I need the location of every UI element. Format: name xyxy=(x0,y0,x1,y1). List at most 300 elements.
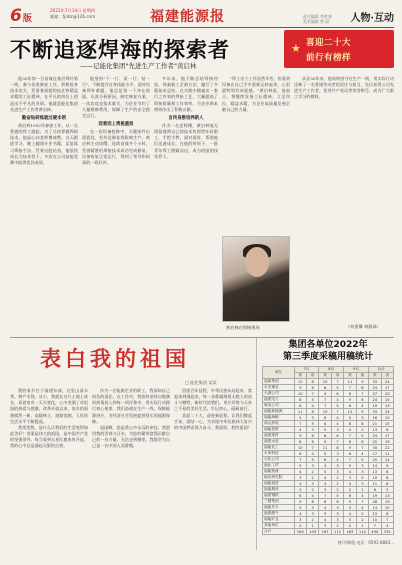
count-cell: 5 xyxy=(331,385,343,391)
count-cell: 13 xyxy=(369,511,381,517)
count-cell: 3 xyxy=(319,487,331,493)
count-cell: 4 xyxy=(381,523,393,529)
count-cell: 3 xyxy=(306,427,318,433)
count-cell: 2 xyxy=(356,427,368,433)
count-cell: 3 xyxy=(319,523,331,529)
photo-face xyxy=(245,247,269,277)
count-cell: 4 xyxy=(319,505,331,511)
count-cell: 13 xyxy=(381,493,393,499)
unit-name-cell: 三钢集团 xyxy=(263,499,295,505)
count-cell: 6 xyxy=(319,421,331,427)
count-cell: 17 xyxy=(381,385,393,391)
count-cell: 17 xyxy=(381,433,393,439)
count-cell: 19 xyxy=(369,403,381,409)
table-header-cell: 单位 xyxy=(263,367,295,379)
count-cell: 7 xyxy=(306,445,318,451)
count-cell: 4 xyxy=(356,451,368,457)
count-cell: 13 xyxy=(369,427,381,433)
count-cell: 4 xyxy=(344,481,356,487)
count-cell: 22 xyxy=(381,445,393,451)
count-cell: 3 xyxy=(306,463,318,469)
count-cell: 2 xyxy=(306,475,318,481)
unit-name-cell: 天湖公司 xyxy=(263,391,295,397)
count-cell: 10 xyxy=(381,505,393,511)
count-cell: 25 xyxy=(369,439,381,445)
page-header xyxy=(10,6,394,28)
count-cell: 6 xyxy=(331,433,343,439)
count-cell: 8 xyxy=(306,409,318,415)
count-cell: 11 xyxy=(381,451,393,457)
unit-name-cell: 其他单位 xyxy=(263,523,295,529)
count-cell: 8 xyxy=(344,421,356,427)
article1-paragraph: 他30年如一日奋战在基层焊补第一线，参与各类修复工作，积极投身技术攻关，凭借着高超的技艺和精益求精的工匠精神，在平凡的岗位上创造出不平凡的业绩。他就是能化集团先进生产工作者黄启林。 xyxy=(10,76,78,112)
section-divider xyxy=(10,337,394,338)
table-footer: 统计/韩俊 电话：0591-8883... xyxy=(337,540,394,545)
count-cell: 11 xyxy=(344,379,356,385)
count-cell: 6 xyxy=(294,493,306,499)
count-cell: 5 xyxy=(306,457,318,463)
count-cell: 24 xyxy=(369,433,381,439)
article1-paragraph: 从业30年来，他始终坚守在生产一线，用实际行动诠释了一名普通劳动者的责任与担当，先后获得公司先进生产工作者、优秀共产党员等荣誉称号，成为广大职工学习的榜样。 xyxy=(294,76,394,100)
count-cell: 2 xyxy=(331,487,343,493)
count-cell: 5 xyxy=(344,505,356,511)
article1-column-1 xyxy=(10,76,78,332)
count-cell: 8 xyxy=(294,397,306,403)
unit-name-cell: 煤电公司 xyxy=(263,403,295,409)
count-cell: 5 xyxy=(381,487,393,493)
count-cell: 6 xyxy=(331,391,343,397)
count-cell: 4 xyxy=(331,415,343,421)
count-cell: 4 xyxy=(344,511,356,517)
count-cell: 2 xyxy=(306,517,318,523)
article1-column-2 xyxy=(82,76,150,332)
unit-name-cell: 福建水泥 xyxy=(263,439,295,445)
count-cell: 4 xyxy=(306,493,318,499)
count-cell: 9 xyxy=(356,409,368,415)
header-meta xyxy=(50,8,95,19)
count-cell: 15 xyxy=(381,397,393,403)
stats-title-line-2: 第三季度采稿用稿统计 xyxy=(282,352,373,362)
count-cell: 5 xyxy=(344,415,356,421)
count-cell: 4 xyxy=(319,475,331,481)
unit-name-cell: 福建钢铁 xyxy=(263,493,295,499)
article2-paragraph: 祖国啊，您是我心中永远的牵挂。我愿用我的青春与汗水，为您的繁荣富强贡献自己的一份力量。无论走到哪里，我都会为自己是一名中国人而骄傲。 xyxy=(92,424,170,449)
table-subheader-cell: 用 xyxy=(331,373,343,379)
count-cell: 3 xyxy=(344,475,356,481)
count-cell: 2 xyxy=(306,469,318,475)
count-cell: 490 xyxy=(369,529,381,535)
count-cell: 27 xyxy=(369,391,381,397)
page-number: 6版 xyxy=(10,6,32,26)
count-cell: 8 xyxy=(319,433,331,439)
count-cell: 7 xyxy=(356,445,368,451)
count-cell: 24 xyxy=(381,409,393,415)
count-cell: 7 xyxy=(344,385,356,391)
article2-paragraph: 喜迎二十大，奋进新征程。让我们携起手来，团结一心，为实现中华民族伟大复兴的中国梦而努力奋斗。我爱你，我的祖国！ xyxy=(174,412,252,430)
count-cell: 6 xyxy=(331,499,343,505)
count-cell: 12 xyxy=(294,379,306,385)
page-suffix: 版 xyxy=(22,14,32,24)
count-cell: 7 xyxy=(331,439,343,445)
article2-column-3 xyxy=(174,388,252,550)
article2-column-1 xyxy=(10,388,88,550)
count-cell: 6 xyxy=(344,451,356,457)
count-cell: 2 xyxy=(306,487,318,493)
count-cell: 5 xyxy=(331,493,343,499)
count-cell: 9 xyxy=(356,379,368,385)
count-cell: 9 xyxy=(294,385,306,391)
table-subheader-cell: 用 xyxy=(356,373,368,379)
count-cell: 7 xyxy=(319,397,331,403)
table-header-cell: 7月 xyxy=(294,367,319,373)
count-cell: 9 xyxy=(294,499,306,505)
stats-table xyxy=(262,366,394,535)
unit-name-cell: 福能物流 xyxy=(263,469,295,475)
count-cell: 6 xyxy=(306,499,318,505)
count-cell: 3 xyxy=(331,463,343,469)
count-cell: 3 xyxy=(344,517,356,523)
count-cell: 8 xyxy=(331,445,343,451)
count-cell: 5 xyxy=(294,505,306,511)
column-divider xyxy=(256,338,257,550)
count-cell: 13 xyxy=(381,403,393,409)
count-cell: 3 xyxy=(306,505,318,511)
count-cell: 160 xyxy=(294,529,306,535)
count-cell: 4 xyxy=(294,511,306,517)
count-cell: 5 xyxy=(294,463,306,469)
unit-name-cell: 福建建材 xyxy=(263,433,295,439)
unit-name-cell: 福能新能源 xyxy=(263,409,295,415)
table-subheader-cell: 用 xyxy=(306,373,318,379)
count-cell: 14 xyxy=(381,457,393,463)
banner-line-2: 前行有榜样 xyxy=(306,53,352,63)
count-cell: 10 xyxy=(369,517,381,523)
count-cell: 4 xyxy=(294,469,306,475)
count-cell: 11 xyxy=(319,445,331,451)
count-cell: 5 xyxy=(344,463,356,469)
table-body xyxy=(263,379,394,535)
count-cell: 3 xyxy=(294,487,306,493)
count-cell: 2 xyxy=(331,475,343,481)
count-cell: 14 xyxy=(369,463,381,469)
count-cell: 8 xyxy=(319,385,331,391)
count-cell: 167 xyxy=(319,529,331,535)
unit-name-cell: 福能东方 xyxy=(263,505,295,511)
count-cell: 109 xyxy=(306,529,318,535)
count-cell: 16 xyxy=(369,415,381,421)
count-cell: 7 xyxy=(344,457,356,463)
count-cell: 2 xyxy=(356,475,368,481)
article2-title: 表白我的祖国 xyxy=(40,346,190,371)
count-cell: 4 xyxy=(306,403,318,409)
count-cell: 7 xyxy=(381,517,393,523)
count-cell: 3 xyxy=(331,427,343,433)
article1-byline: （何嘉馨 林燕珠） xyxy=(346,324,381,329)
article1-title: 不断追逐焊海的探索者 xyxy=(10,37,230,62)
count-cell: 5 xyxy=(356,457,368,463)
count-cell: 6 xyxy=(319,457,331,463)
count-cell: 6 xyxy=(356,385,368,391)
count-cell: 5 xyxy=(319,469,331,475)
count-cell: 1 xyxy=(356,523,368,529)
count-cell: 9 xyxy=(294,433,306,439)
table-header-cell: 9月 xyxy=(344,367,369,373)
count-cell: 9 xyxy=(319,439,331,445)
table-subheader-cell: 采 xyxy=(369,373,381,379)
count-cell: 33 xyxy=(369,409,381,415)
count-cell: 3 xyxy=(294,517,306,523)
banner-line-1: 喜迎二十大 xyxy=(306,38,352,48)
count-cell: 10 xyxy=(381,415,393,421)
count-cell: 9 xyxy=(344,397,356,403)
count-cell: 20 xyxy=(369,457,381,463)
count-cell: 3 xyxy=(319,481,331,487)
count-cell: 6 xyxy=(356,439,368,445)
article1-subtitle: ——记能化集团"先进生产工作者"黄启林 xyxy=(80,62,197,70)
count-cell: 30 xyxy=(369,445,381,451)
count-cell: 24 xyxy=(369,397,381,403)
count-cell: 3 xyxy=(306,481,318,487)
count-cell: 9 xyxy=(344,445,356,451)
table-subheader-cell: 采 xyxy=(319,373,331,379)
unit-name-cell: 合计 xyxy=(263,529,295,535)
count-cell: 4 xyxy=(294,427,306,433)
count-cell: 2 xyxy=(356,511,368,517)
count-cell: 7 xyxy=(356,391,368,397)
count-cell: 3 xyxy=(331,505,343,511)
unit-name-cell: 福能海峡 xyxy=(263,415,295,421)
count-cell: 8 xyxy=(306,379,318,385)
article1-section-head: 勤奋钻研练就过硬本领 xyxy=(22,115,66,121)
count-cell: 4 xyxy=(344,427,356,433)
stats-title-line-1: 集团各单位2022年 xyxy=(288,340,368,350)
unit-name-cell: 石化公司 xyxy=(263,457,295,463)
count-cell: 7 xyxy=(319,493,331,499)
portrait-photo xyxy=(222,236,290,322)
count-cell: 10 xyxy=(319,379,331,385)
unit-name-cell: 福能化工 xyxy=(263,445,295,451)
count-cell: 10 xyxy=(294,445,306,451)
article1-column-5 xyxy=(294,76,394,324)
count-cell: 4 xyxy=(331,397,343,403)
unit-name-cell: 福建燃气 xyxy=(263,511,295,517)
count-cell: 10 xyxy=(294,391,306,397)
unit-name-cell: 永安煤业 xyxy=(263,385,295,391)
count-cell: 20 xyxy=(381,391,393,397)
feature-banner xyxy=(284,30,394,68)
count-cell: 24 xyxy=(381,379,393,385)
count-cell: 2 xyxy=(331,481,343,487)
count-cell: 8 xyxy=(319,499,331,505)
newspaper-logo: 福建能源报 xyxy=(150,9,225,25)
unit-name-cell: 福能矿业 xyxy=(263,517,295,523)
count-cell: 6 xyxy=(344,493,356,499)
count-cell: 7 xyxy=(294,457,306,463)
count-cell: 4 xyxy=(356,493,368,499)
count-cell: 4 xyxy=(331,421,343,427)
editor-info xyxy=(303,14,332,24)
count-cell: 2 xyxy=(294,523,306,529)
article2-author: □ 能化集团 某某 xyxy=(185,380,217,385)
column-name: 人物·互动 xyxy=(350,13,394,24)
count-cell: 3 xyxy=(331,517,343,523)
unit-name-cell: 福能租赁 xyxy=(263,481,295,487)
unit-name-cell: 鸿山热电 xyxy=(263,421,295,427)
count-cell: 6 xyxy=(319,415,331,421)
count-cell: 7 xyxy=(319,403,331,409)
article1-section-head: 言传身教培养新人 xyxy=(168,115,204,121)
count-cell: 11 xyxy=(369,481,381,487)
design-line: 美术编辑 曾 丽 xyxy=(302,19,330,24)
table-subheader-cell: 用 xyxy=(381,373,393,379)
article1-paragraph: "焊工这个工作虽然辛苦，但看到设备在自己手中重新运转起来，心里就特别有成就感。"黄启林说。他表示，将继续发扬工匠精神，立足岗位，精益求精，为企业高质量发展贡献自己的力量。 xyxy=(222,76,290,112)
article2-paragraph: 我常常想，是什么让我们的生活变得如此美好？答案是伟大的祖国，是中国共产党的坚强领导。每当看到五星红旗冉冉升起，我的心中总是涌起无限的自豪。 xyxy=(10,424,88,449)
count-cell: 10 xyxy=(319,409,331,415)
count-cell: 8 xyxy=(381,511,393,517)
count-cell: 5 xyxy=(319,511,331,517)
count-cell: 12 xyxy=(344,409,356,415)
unit-name-cell: 福建电力 xyxy=(263,397,295,403)
count-cell: 5 xyxy=(319,427,331,433)
count-cell: 8 xyxy=(381,427,393,433)
count-cell: 7 xyxy=(344,433,356,439)
table-header-cell: 合计 xyxy=(369,367,394,373)
count-cell: 6 xyxy=(294,451,306,457)
count-cell: 3 xyxy=(306,511,318,517)
count-cell: 8 xyxy=(369,487,381,493)
article1-paragraph: 他坚持"干一行、爱一行、钻一行"，不断提升自身技能水平。面对设备焊补难题，他总是第一个冲在前面，认真分析原因，制定修复方案，一次次攻克技术难关，为企业节约了大量维修费用，保障了生产的安全稳定运行。 xyxy=(82,76,150,118)
photo-caption: 黄启林在焊接现场 xyxy=(226,325,260,330)
count-cell: 7 xyxy=(369,523,381,529)
count-cell: 17 xyxy=(369,451,381,457)
count-cell: 8 xyxy=(381,469,393,475)
count-cell: 6 xyxy=(381,475,393,481)
unit-name-cell: 福化工贸 xyxy=(263,463,295,469)
count-cell: 4 xyxy=(306,451,318,457)
stats-table-title xyxy=(262,339,394,363)
count-cell: 5 xyxy=(294,415,306,421)
count-cell: 163 xyxy=(344,529,356,535)
count-cell: 7 xyxy=(356,499,368,505)
count-cell: 13 xyxy=(369,469,381,475)
count-cell: 19 xyxy=(381,439,393,445)
count-cell: 3 xyxy=(356,463,368,469)
article1-paragraph: 黄启林1992年参加工作，从一名普通的焊工做起。为了尽快掌握焊接技术，他虚心向老师傅请教，白天跟班学习，晚上翻阅专业书籍，反复练习焊接手法。凭着这股钻劲，他很快成长为技术骨干，多次在公司技能竞赛中取得优异成绩。 xyxy=(10,122,78,165)
count-cell: 9 xyxy=(319,391,331,397)
count-cell: 2 xyxy=(344,487,356,493)
count-cell: 8 xyxy=(344,391,356,397)
count-cell: 10 xyxy=(369,475,381,481)
count-cell: 3 xyxy=(356,415,368,421)
count-cell: 9 xyxy=(344,499,356,505)
count-cell: 11 xyxy=(294,409,306,415)
article1-paragraph: 多年来，他不断总结焊接经验，探索新工艺新方法，编写了多篇技术总结，在实践中摸索出一套行之有效的焊接工艺，大幅提高了焊接质量和工作效率，为企业降本增效作出了积极贡献。 xyxy=(154,76,218,112)
count-cell: 6 xyxy=(306,439,318,445)
count-cell: 6 xyxy=(356,397,368,403)
count-cell: 6 xyxy=(306,433,318,439)
count-cell: 114 xyxy=(356,529,368,535)
count-cell: 5 xyxy=(331,403,343,409)
count-cell: 5 xyxy=(356,433,368,439)
count-cell: 6 xyxy=(306,385,318,391)
count-cell: 26 xyxy=(369,499,381,505)
count-cell: 2 xyxy=(344,523,356,529)
count-cell: 4 xyxy=(331,457,343,463)
count-cell: 21 xyxy=(369,421,381,427)
count-cell: 1 xyxy=(356,487,368,493)
count-cell: 7 xyxy=(331,409,343,415)
issue-date: 2022年7月14日 星期四 xyxy=(50,8,96,13)
count-cell: 6 xyxy=(344,403,356,409)
count-cell: 3 xyxy=(356,469,368,475)
table-header-cell: 8月 xyxy=(319,367,344,373)
count-cell: 5 xyxy=(306,421,318,427)
count-cell: 7 xyxy=(294,421,306,427)
unit-name-cell: 福煤集团 xyxy=(263,379,295,385)
count-cell: 7 xyxy=(331,379,343,385)
unit-name-cell: 福能期货 xyxy=(263,487,295,493)
article2-paragraph: 回望百年征程，中华民族从站起来、富起来到强起来，每一步都凝聚着无数人的奋斗与牺牲。新时代的我们，更应珍惜今天来之不易的美好生活，牢记初心，砥砺前行。 xyxy=(174,388,252,412)
count-cell: 3 xyxy=(331,469,343,475)
article1-column-3 xyxy=(154,76,218,332)
unit-name-cell: 福能投资 xyxy=(263,427,295,433)
article2-column-2 xyxy=(92,388,170,550)
article2-paragraph: 我的家乡位于福建东部，这里山清水秀，物产丰饶。从小，我就在这片土地上成长，看着家乡一天天变化，心中充满了对祖国的热爱与感激。改革开放以来，家乡的面貌焕然一新，高楼林立，道路宽阔，人民的生活水平不断提高。 xyxy=(10,388,88,424)
count-cell: 4 xyxy=(356,505,368,511)
count-cell: 3 xyxy=(331,451,343,457)
count-cell: 4 xyxy=(344,469,356,475)
unit-name-cell: 能化研究院 xyxy=(263,475,295,481)
count-cell: 3 xyxy=(294,475,306,481)
count-cell: 7 xyxy=(306,391,318,397)
count-cell: 8 xyxy=(381,481,393,487)
count-cell: 2 xyxy=(331,523,343,529)
count-cell: 1 xyxy=(306,523,318,529)
table-subheader-cell: 采 xyxy=(344,373,356,379)
article1-column-4 xyxy=(222,76,290,232)
count-cell: 14 xyxy=(369,505,381,511)
count-cell: 6 xyxy=(294,403,306,409)
article1-paragraph: 作为一名老师傅，黄启林毫无保留地将自己的技术传授给年轻职工，手把手教、面对面讲，帮助他们迅速成长。在他的带领下，一批青年焊工脱颖而出，成为班组的技术骨干。 xyxy=(154,122,218,159)
unit-name-cell: 永荣科技 xyxy=(263,451,295,457)
count-cell: 3 xyxy=(356,481,368,487)
count-cell: 5 xyxy=(306,397,318,403)
count-cell: 335 xyxy=(381,529,393,535)
article2-paragraph: 作为一名能源企业的职工，我深知自己肩负的责任。在工作中，我始终坚持以饱满的热情投入到每一项任务中，用实际行动践行初心使命。我们奋战在生产一线，保障能源供应，为经济社会发展提供坚实的能源保障。 xyxy=(92,388,170,424)
count-cell: 6 xyxy=(356,421,368,427)
count-cell: 8 xyxy=(294,439,306,445)
article1-section-head: 迎难而上勇挑重担 xyxy=(98,122,134,128)
contact-email: 邮箱：fjnbz@126.com xyxy=(50,13,96,19)
count-cell: 3 xyxy=(331,511,343,517)
editor-line: 责任编辑 李胜春 xyxy=(302,14,332,19)
count-cell: 4 xyxy=(294,481,306,487)
count-cell: 33 xyxy=(369,379,381,385)
count-cell: 2 xyxy=(356,517,368,523)
count-cell: 24 xyxy=(369,385,381,391)
count-cell: 3 xyxy=(306,415,318,421)
count-cell: 4 xyxy=(356,403,368,409)
table-row xyxy=(263,529,394,535)
count-cell: 4 xyxy=(319,517,331,523)
count-cell: 112 xyxy=(331,529,343,535)
article1-paragraph: 在一次设备抢修中，关键部件出现裂纹，若外送修复将影响生产。黄启林主动请缨，连续奋战多个小时，凭借精湛的焊接技术成功完成修复，设备恢复正常运行，得到了领导和同事的一致好评。 xyxy=(82,129,150,165)
count-cell: 4 xyxy=(319,463,331,469)
count-cell: 19 xyxy=(381,499,393,505)
count-cell: 9 xyxy=(381,463,393,469)
count-cell: 5 xyxy=(319,451,331,457)
count-cell: 15 xyxy=(381,421,393,427)
